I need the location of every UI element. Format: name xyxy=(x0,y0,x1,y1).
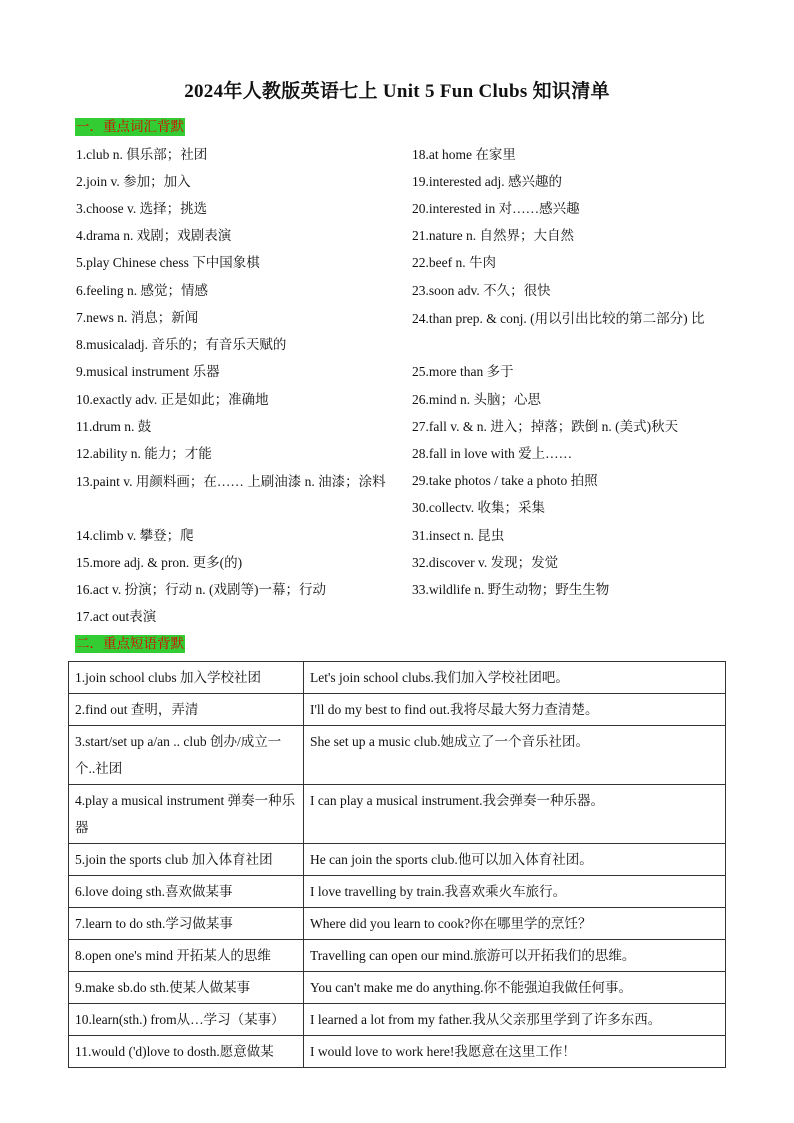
table-row xyxy=(69,726,726,785)
vocab-item: 33.wildlife n. 野生动物；野生生物 xyxy=(412,582,610,597)
phrase-table xyxy=(68,661,726,1068)
vocab-item: 32.discover v. 发现；发觉 xyxy=(412,555,559,570)
example-cell: He can join the sports club.他可以加入体育社团。 xyxy=(304,844,726,876)
table-row xyxy=(69,1036,726,1068)
vocab-item: 14.climb v. 攀登；爬 xyxy=(76,528,194,543)
vocab-item: 17.act out表演 xyxy=(76,609,157,624)
vocab-item: 24.than prep. & conj. (用以引出比较的第二部分) 比 xyxy=(412,311,705,326)
example-cell: I love travelling by train.我喜欢乘火车旅行。 xyxy=(304,876,726,908)
vocab-item: 30.collectv. 收集；采集 xyxy=(412,500,545,515)
example-cell: I can play a musical instrument.我会弹奏一种乐器。 xyxy=(304,785,726,844)
vocab-item: 26.mind n. 头脑；心思 xyxy=(412,392,542,407)
table-row xyxy=(69,940,726,972)
vocab-item: 31.insect n. 昆虫 xyxy=(412,528,505,543)
vocab-item: 5.play Chinese chess 下中国象棋 xyxy=(76,255,260,270)
vocab-item: 13.paint v. 用颜料画；在…… 上刷油漆 n. 油漆；涂料 xyxy=(76,474,386,489)
vocab-item: 9.musical instrument 乐器 xyxy=(76,364,220,379)
table-row xyxy=(69,972,726,1004)
vocab-item: 12.ability n. 能力；才能 xyxy=(76,446,212,461)
example-cell: Where did you learn to cook?你在哪里学的烹饪？ xyxy=(304,908,726,940)
vocab-item: 23.soon adv. 不久；很快 xyxy=(412,283,551,298)
table-row xyxy=(69,1004,726,1036)
section-heading-vocab: 一．重点词汇背默 xyxy=(76,119,184,134)
vocab-item: 8.musicaladj. 音乐的；有音乐天赋的 xyxy=(76,337,287,352)
example-cell: I learned a lot from my father.我从父亲那里学到了许多东西。 xyxy=(304,1004,726,1036)
vocab-item: 18.at home 在家里 xyxy=(412,147,516,162)
table-row xyxy=(69,876,726,908)
phrase-cell: 3.start/set up a/an .. club 创办/成立一个..社团 xyxy=(69,726,304,785)
example-cell: I'll do my best to find out.我将尽最大努力查清楚。 xyxy=(304,694,726,726)
phrase-cell: 4.play a musical instrument 弹奏一种乐器 xyxy=(69,785,304,844)
vocab-item: 29.take photos / take a photo 拍照 xyxy=(412,473,598,488)
phrase-cell: 7.learn to do sth.学习做某事 xyxy=(69,908,304,940)
example-cell: She set up a music club.她成立了一个音乐社团。 xyxy=(304,726,726,785)
vocab-item: 28.fall in love with 爱上…… xyxy=(412,446,573,461)
vocab-item: 19.interested adj. 感兴趣的 xyxy=(412,174,562,189)
vocab-item: 27.fall v. & n. 进入；掉落；跌倒 n. (美式)秋天 xyxy=(412,419,679,434)
vocab-item: 3.choose v. 选择；挑选 xyxy=(76,201,208,216)
vocab-item: 11.drum n. 鼓 xyxy=(76,419,152,434)
phrase-cell: 8.open one's mind 开拓某人的思维 xyxy=(69,940,304,972)
example-cell: Travelling can open our mind.旅游可以开拓我们的思维。 xyxy=(304,940,726,972)
example-cell: You can't make me do anything.你不能强迫我做任何事。 xyxy=(304,972,726,1004)
phrase-cell: 5.join the sports club 加入体育社团 xyxy=(69,844,304,876)
table-row xyxy=(69,785,726,844)
table-row xyxy=(69,694,726,726)
vocab-item: 16.act v. 扮演；行动 n. (戏剧等)一幕；行动 xyxy=(76,582,326,597)
example-cell: Let's join school clubs.我们加入学校社团吧。 xyxy=(304,662,726,694)
example-cell: I would love to work here!我愿意在这里工作！ xyxy=(304,1036,726,1068)
vocab-item: 22.beef n. 牛肉 xyxy=(412,255,496,270)
phrase-cell: 1.join school clubs 加入学校社团 xyxy=(69,662,304,694)
phrase-cell: 11.would ('d)love to dosth.愿意做某 xyxy=(69,1036,304,1068)
vocab-item: 4.drama n. 戏剧；戏剧表演 xyxy=(76,228,232,243)
phrase-cell: 6.love doing sth.喜欢做某事 xyxy=(69,876,304,908)
phrase-cell: 2.find out 查明，弄清 xyxy=(69,694,304,726)
table-row xyxy=(69,908,726,940)
section-heading-phrases: 二．重点短语背默 xyxy=(76,636,184,651)
phrase-cell: 10.learn(sth.) from从…学习（某事） xyxy=(69,1004,304,1036)
page-title: 2024年人教版英语七上 Unit 5 Fun Clubs 知识清单 xyxy=(184,81,610,102)
table-row xyxy=(69,844,726,876)
vocab-item: 15.more adj. & pron. 更多(的) xyxy=(76,555,243,570)
vocab-item: 10.exactly adv. 正是如此；准确地 xyxy=(76,392,269,407)
table-row xyxy=(69,662,726,694)
vocab-item: 21.nature n. 自然界；大自然 xyxy=(412,228,574,243)
vocab-item: 6.feeling n. 感觉；情感 xyxy=(76,283,208,298)
vocab-item: 2.join v. 参加；加入 xyxy=(76,174,191,189)
phrase-cell: 9.make sb.do sth.使某人做某事 xyxy=(69,972,304,1004)
vocab-item: 1.club n. 俱乐部；社团 xyxy=(76,147,208,162)
vocab-item: 7.news n. 消息；新闻 xyxy=(76,310,199,325)
vocab-item: 25.more than 多于 xyxy=(412,364,514,379)
vocab-item: 20.interested in 对……感兴趣 xyxy=(412,201,580,216)
